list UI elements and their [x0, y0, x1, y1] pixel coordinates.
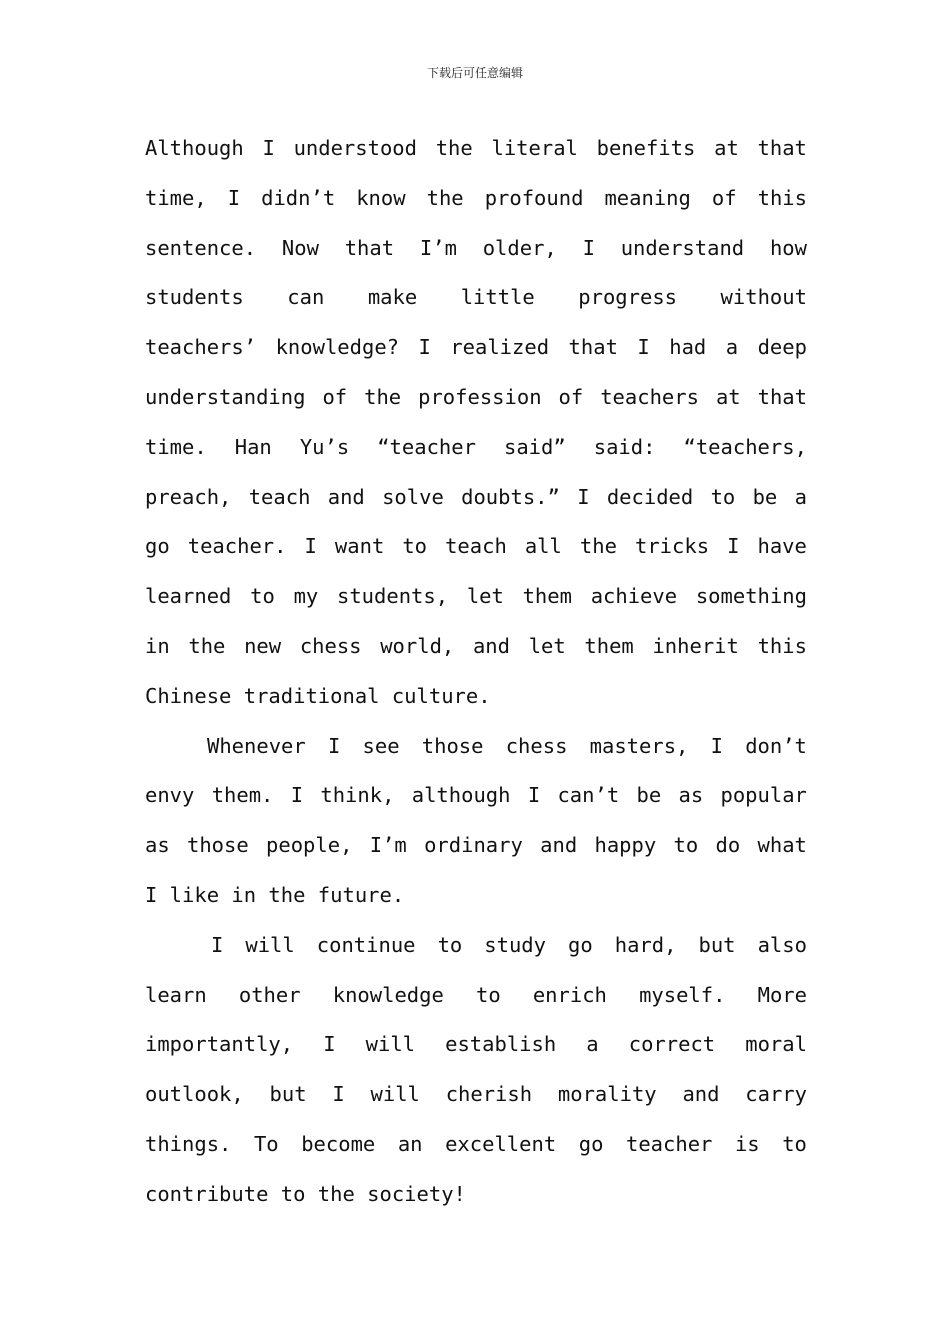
text-line: in the new chess world, and let them inherit this — [145, 633, 807, 658]
text-line: contribute to the society! — [145, 1181, 466, 1206]
paragraph-1 — [145, 124, 807, 722]
text-line: students can make little progress without — [145, 285, 807, 310]
text-line: understanding of the profession of teachers at that — [145, 384, 807, 409]
text-line: I like in the future. — [145, 882, 405, 907]
text-line: learned to my students, let them achieve something — [145, 584, 807, 609]
text-line: outlook, but I will cherish morality and carry — [145, 1082, 807, 1107]
document-body — [145, 124, 807, 1220]
text-line: preach, teach and solve doubts.” I decided to be a — [145, 484, 807, 509]
text-line: importantly, I will establish a correct moral — [145, 1032, 807, 1057]
text-line: sentence. Now that I’m older, I understand how — [145, 235, 807, 260]
text-line: learn other knowledge to enrich myself. More — [145, 982, 807, 1007]
page-header: 下载后可任意编辑 — [426, 66, 523, 80]
paragraph-3 — [145, 921, 807, 1220]
text-line: time, I didn’t know the profound meaning of this — [145, 185, 807, 210]
text-line: I will continue to study go hard, but also — [211, 932, 807, 957]
text-line: as those people, I’m ordinary and happy to do what — [145, 833, 807, 858]
text-line: teachers’ knowledge? I realized that I had a deep — [145, 335, 807, 360]
text-line: Chinese traditional culture. — [145, 683, 491, 708]
text-line: envy them. I think, although I can’t be as popular — [145, 783, 807, 808]
paragraph-2 — [145, 722, 807, 921]
text-line: time. Han Yu’s “teacher said” said: “teachers, — [145, 434, 807, 459]
text-line: things. To become an excellent go teacher is to — [145, 1131, 807, 1156]
text-line: Although I understood the literal benefits at that — [145, 136, 807, 160]
text-line: go teacher. I want to teach all the tricks I have — [145, 534, 807, 559]
text-line: Whenever I see those chess masters, I don’t — [207, 733, 807, 758]
